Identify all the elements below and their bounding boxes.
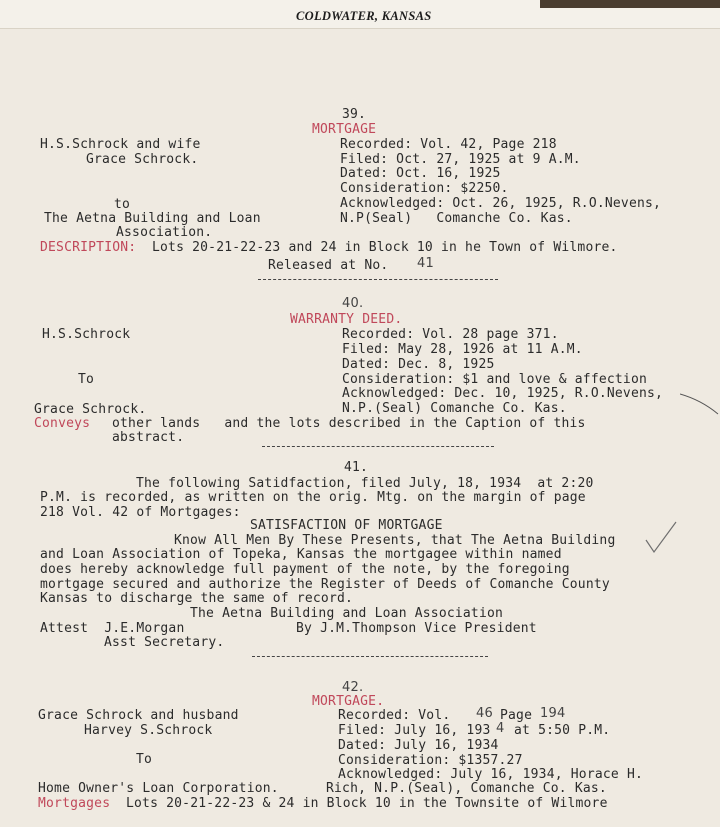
entry-39-released-number: 41: [417, 256, 434, 271]
checkmark-icon: [640, 518, 680, 558]
entry-39-consideration: Consideration: $2250.: [340, 181, 509, 196]
entry-40-conveys-label: Conveys: [34, 416, 91, 431]
entry-39-acknowledged: Acknowledged: Oct. 26, 1925, R.O.Nevens,: [340, 196, 662, 211]
entry-41-body-line1: Know All Men By These Presents, that The Aetna Building: [174, 533, 616, 548]
entry-40-dated: Dated: Dec. 8, 1925: [342, 357, 495, 372]
entry-41-line1: The following Satidfaction, filed July, 18, 1934 at 2:20: [136, 476, 594, 491]
page-header-title: COLDWATER, KANSAS: [296, 9, 432, 23]
entry-41-body-line2: and Loan Association of Topeka, Kansas the mortgagee within named: [40, 547, 562, 562]
entry-42-mortgages-text: Lots 20-21-22-23 & 24 in Block 10 in the Townsite of Wilmore: [126, 796, 608, 811]
entry-39-grantor-line1: H.S.Schrock and wife: [40, 137, 201, 152]
entry-42-type: MORTGAGE.: [312, 694, 385, 709]
entry-40-conveys-text-line1: other lands and the lots described in the Caption of this: [112, 416, 586, 431]
entry-42-recorded-page-label: Page: [500, 708, 533, 723]
entry-42-recorded-page: 194: [540, 706, 566, 721]
binding-edge: [540, 0, 720, 8]
entry-39-grantee-line1: The Aetna Building and Loan: [44, 211, 261, 226]
entry-39-recorded: Recorded: Vol. 42, Page 218: [340, 137, 557, 152]
entry-42-filed-label: Filed: July 16, 193: [338, 723, 491, 738]
entry-41-title: SATISFACTION OF MORTGAGE: [250, 518, 443, 533]
entry-40-grantor: H.S.Schrock: [42, 327, 131, 342]
entry-39-number: 39.: [342, 107, 367, 122]
entry-41-line3: 218 Vol. 42 of Mortgages:: [40, 505, 241, 520]
entry-39-type: MORTGAGE: [312, 122, 377, 137]
entry-41-body-line3: does hereby acknowledge full payment of the note, by the foregoing: [40, 562, 570, 577]
entry-40-notary: N.P.(Seal) Comanche Co. Kas.: [342, 401, 567, 416]
separator-41: [252, 656, 488, 657]
entry-42-filed-time: at 5:50 P.M.: [514, 723, 611, 738]
entry-41-line2: P.M. is recorded, as written on the orig. Mtg. on the margin of page: [40, 490, 586, 505]
entry-42-number: 42.: [342, 680, 364, 695]
entry-40-grantee: Grace Schrock.: [34, 402, 147, 417]
entry-39-description-text: Lots 20-21-22-23 and 24 in Block 10 in he Town of Wilmore.: [152, 240, 618, 255]
entry-42-grantor-line1: Grace Schrock and husband: [38, 708, 239, 723]
entry-40-recorded: Recorded: Vol. 28 page 371.: [342, 327, 559, 342]
entry-39-notary: N.P(Seal) Comanche Co. Kas.: [340, 211, 573, 226]
entry-40-filed: Filed: May 28, 1926 at 11 A.M.: [342, 342, 583, 357]
entry-42-consideration: Consideration: $1357.27: [338, 753, 523, 768]
entry-42-mortgages-label: Mortgages: [38, 796, 111, 811]
entry-42-grantee: Home Owner's Loan Corporation.: [38, 781, 279, 796]
separator-40: [262, 446, 494, 447]
entry-40-number: 40.: [342, 296, 364, 311]
entry-42-to: To: [136, 752, 153, 767]
entry-42-recorded-label: Recorded: Vol.: [338, 708, 451, 723]
entry-39-dated: Dated: Oct. 16, 1925: [340, 166, 501, 181]
entry-41-attest: Attest J.E.Morgan: [40, 621, 185, 636]
entry-42-acknowledged: Acknowledged: July 16, 1934, Horace H.: [338, 767, 644, 782]
entry-40-type: WARRANTY DEED.: [290, 312, 403, 327]
entry-41-body-line4: mortgage secured and authorize the Register of Deeds of Comanche County: [40, 577, 610, 592]
entry-39-grantee-line2: Association.: [116, 225, 213, 240]
entry-42-dated: Dated: July 16, 1934: [338, 738, 499, 753]
margin-pencil-mark: [680, 388, 720, 418]
entry-42-filed-year-digit: 4: [496, 721, 505, 736]
entry-39-released-label: Released at No.: [268, 258, 389, 273]
entry-40-acknowledged: Acknowledged: Dec. 10, 1925, R.O.Nevens,: [342, 386, 664, 401]
entry-39-filed: Filed: Oct. 27, 1925 at 9 A.M.: [340, 152, 581, 167]
entry-41-signer: The Aetna Building and Loan Association: [190, 606, 504, 621]
entry-41-body-line5: Kansas to discharge the same of record.: [40, 591, 354, 606]
entry-40-consideration: Consideration: $1 and love & affection: [342, 372, 648, 387]
entry-39-grantor-line2: Grace Schrock.: [86, 152, 199, 167]
entry-39-description-label: DESCRIPTION:: [40, 240, 137, 255]
entry-40-to: To: [78, 372, 95, 387]
entry-42-notary: Rich, N.P.(Seal), Comanche Co. Kas.: [326, 781, 607, 796]
entry-42-grantor-line2: Harvey S.Schrock: [84, 723, 213, 738]
entry-42-recorded-vol: 46: [476, 706, 493, 721]
separator-39: [258, 279, 498, 280]
entry-39-to: to: [114, 197, 131, 212]
entry-40-conveys-text-line2: abstract.: [112, 430, 185, 445]
entry-41-asst-secretary: Asst Secretary.: [104, 635, 225, 650]
entry-41-by: By J.M.Thompson Vice President: [296, 621, 537, 636]
entry-41-number: 41.: [344, 460, 369, 475]
